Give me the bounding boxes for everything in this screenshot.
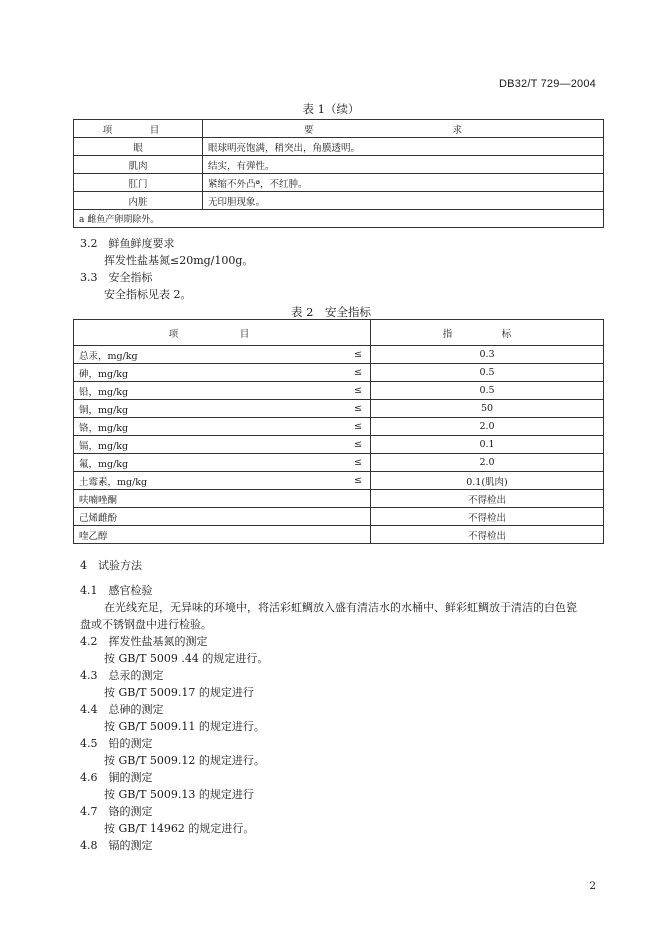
row-requirement: 紧缩不外凸ª，不红肿。 [203,174,604,192]
row-operator: ≤ [346,346,371,364]
row-value: 50 [371,400,604,418]
table-row [74,364,604,382]
table-row [74,192,604,210]
row-operator: ≤ [346,364,371,382]
row-operator: ≤ [346,382,371,400]
section-4-8-title: 4.8 镉的测定 [80,839,153,852]
row-item: 砷，mg/kg [74,364,347,382]
table-row [74,418,604,436]
header-item: 项 目 [74,320,371,346]
row-operator [346,526,371,544]
row-item: 喹乙醇 [74,526,347,544]
header-indicator: 指 标 [371,320,604,346]
section-4-2-text: 按 GB/T 5009 .44 的规定进行。 [104,652,269,665]
section-4-title: 4 试验方法 [80,559,142,572]
row-item: 铅，mg/kg [74,382,347,400]
table-row [74,454,604,472]
row-item: 肛门 [74,174,203,192]
table-note-row [74,210,604,228]
row-value: 不得检出 [371,490,604,508]
table-header-row [74,120,604,138]
section-4-3-text: 按 GB/T 5009.17 的规定进行 [104,686,254,699]
row-requirement: 眼球明亮饱满，稍突出，角膜透明。 [203,138,604,156]
table-row [74,490,604,508]
row-operator: ≤ [346,436,371,454]
row-value: 不得检出 [371,526,604,544]
row-item: 铬，mg/kg [74,418,347,436]
table-note: a 雌鱼产卵期除外。 [74,210,604,228]
section-4-7-title: 4.7 铬的测定 [80,805,153,818]
row-item: 土霉素，mg/kg [74,472,347,490]
section-4-7-text: 按 GB/T 14962 的规定进行。 [104,822,255,835]
row-value: 2.0 [371,418,604,436]
section-4-1-line1: 在光线充足，无异味的环境中，将活彩虹鲷放入盛有清洁水的水桶中、鲜彩虹鲷放于清洁的白色瓷 [104,601,577,614]
row-item: 总汞，mg/kg [74,346,347,364]
section-4-4-title: 4.4 总砷的测定 [80,703,164,716]
section-4-5-text: 按 GB/T 5009.12 的规定进行。 [104,754,265,767]
table-row [74,436,604,454]
section-3-2-text: 挥发性盐基氮≤20mg/100g。 [104,254,254,267]
row-operator: ≤ [346,400,371,418]
table2-caption: 表 2 安全指标 [291,305,371,319]
document-code: DB32/T 729—2004 [499,78,596,90]
row-requirement: 无印胆现象。 [203,192,604,210]
table-header-row [74,320,604,346]
table2-safety-indicators [73,319,604,544]
section-4-1-title: 4.1 感官检验 [80,584,153,597]
row-operator [346,490,371,508]
row-value: 不得检出 [371,508,604,526]
row-item: 内脏 [74,192,203,210]
section-4-2-title: 4.2 挥发性盐基氮的测定 [80,635,208,648]
row-value: 0.5 [371,364,604,382]
row-operator: ≤ [346,472,371,490]
row-requirement: 结实，有弹性。 [203,156,604,174]
table-row [74,508,604,526]
row-item: 镉，mg/kg [74,436,347,454]
table1-caption: 表 1（续） [302,102,360,116]
section-4-6-title: 4.6 铜的测定 [80,771,153,784]
row-value: 0.1(肌肉) [371,472,604,490]
table-row [74,382,604,400]
row-item: 铜，mg/kg [74,400,347,418]
table-row [74,400,604,418]
section-3-3-text: 安全指标见表 2。 [104,288,192,301]
table-row [74,346,604,364]
table1-sensory-requirements [73,119,604,228]
row-value: 0.5 [371,382,604,400]
row-item: 呋喃唑酮 [74,490,347,508]
row-item: 肌肉 [74,156,203,174]
row-operator: ≤ [346,454,371,472]
section-4-6-text: 按 GB/T 5009.13 的规定进行 [104,788,254,801]
section-3-2-title: 3.2 鲜鱼鲜度要求 [80,237,175,250]
header-requirement: 要 求 [203,120,604,138]
row-item: 眼 [74,138,203,156]
row-value: 0.3 [371,346,604,364]
section-4-1-line2: 盘或不锈钢盘中进行检验。 [80,618,212,631]
row-value: 0.1 [371,436,604,454]
section-3-3-title: 3.3 安全指标 [80,271,153,284]
row-operator [346,508,371,526]
section-4-3-title: 4.3 总汞的测定 [80,669,164,682]
table-row [74,526,604,544]
row-item: 氟，mg/kg [74,454,347,472]
table-row [74,156,604,174]
section-4-4-text: 按 GB/T 5009.11 的规定进行。 [104,720,265,733]
table-row [74,138,604,156]
page-number: 2 [589,880,596,892]
section-4-5-title: 4.5 铅的测定 [80,737,153,750]
row-item: 己烯雌酚 [74,508,347,526]
header-item: 项 目 [74,120,203,138]
row-value: 2.0 [371,454,604,472]
row-operator: ≤ [346,418,371,436]
table-row [74,472,604,490]
table-row [74,174,604,192]
